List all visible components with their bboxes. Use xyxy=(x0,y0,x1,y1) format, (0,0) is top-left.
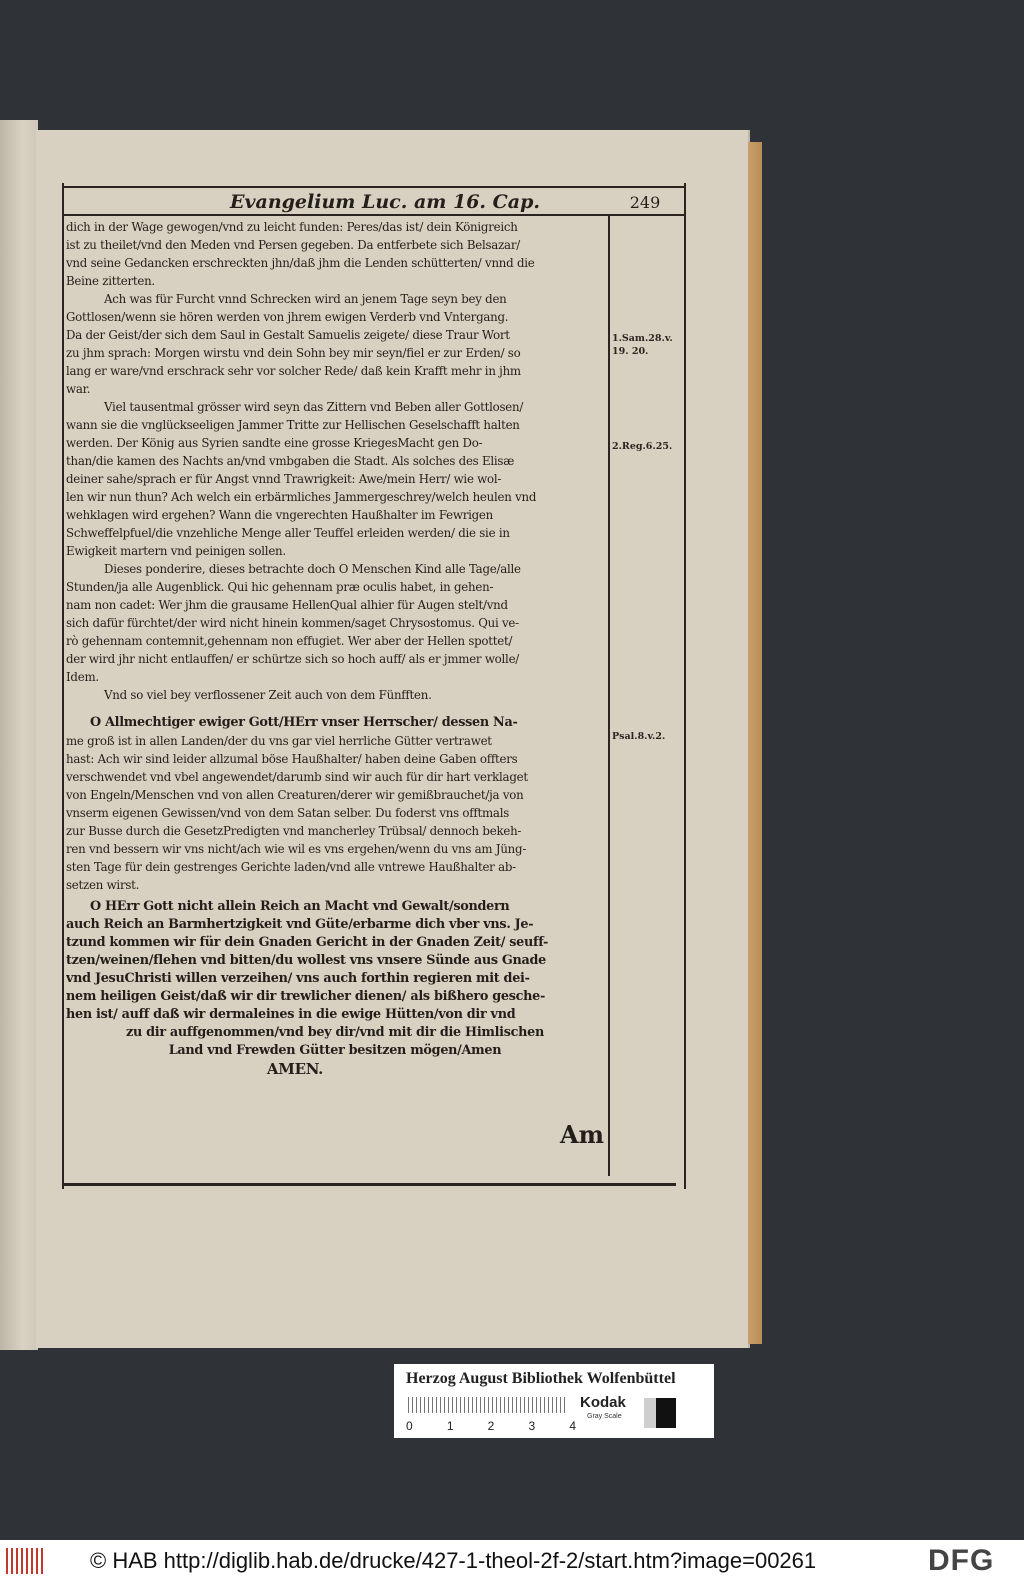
scale-number: 0 xyxy=(406,1419,413,1433)
scale-number: 1 xyxy=(446,1419,454,1433)
body-line: dich in der Wage gewogen/vnd zu leicht funden: Peres/das ist/ dein Königreich xyxy=(66,220,518,234)
body-line: Dieses ponderire, dieses betrachte doch O Menschen Kind alle Tage/alle xyxy=(104,562,521,576)
prayer-line: O Allmechtiger ewiger Gott/HErr vnser Herrscher/ dessen Na- xyxy=(90,715,518,730)
closing-line: auch Reich an Barmhertzigkeit vnd Güte/erbarme dich vber vns. Je- xyxy=(66,917,534,932)
body-line: Stunden/ja alle Augenblick. Qui hic gehennam præ oculis habet, in gehen- xyxy=(66,580,494,594)
prayer-line: vnserm eigenen Gewissen/vnd von dem Satan selber. Du foderst vns offtmals xyxy=(66,806,510,820)
body-line: ist zu theilet/vnd den Meden vnd Persen gegeben. Da entferbete sich Belsazar/ xyxy=(66,238,520,252)
body-line: Da der Geist/der sich dem Saul in Gestalt Samuelis zeigete/ diese Traur Wort xyxy=(66,328,510,342)
colorbar-title: Herzog August Bibliothek Wolfenbüttel xyxy=(406,1370,676,1387)
amen-line: AMEN. xyxy=(266,1060,324,1078)
scale-number: 3 xyxy=(528,1419,536,1433)
body-text xyxy=(66,218,604,1078)
closing-line: tzund kommen wir für dein Gnaden Gericht in der Gnaden Zeit/ seuff- xyxy=(66,935,548,950)
body-line: der wird jhr nicht entlauffen/ er schürtze sich so hoch auff/ als er jmmer wolle/ xyxy=(66,652,520,666)
closing-line: nem heiligen Geist/daß wir dir trewlicher dienen/ als bißhero gesche- xyxy=(66,989,546,1004)
footer-rule xyxy=(62,1183,676,1186)
body-line: rò gehennam contemnit,gehennam non effugiet. Wer aber der Hellen spottet/ xyxy=(66,634,513,648)
left-page-edge xyxy=(0,120,38,1350)
body-line: werden. Der König aus Syrien sandte eine grosse KriegesMacht gen Do- xyxy=(66,436,483,450)
dfg-logo: DFG xyxy=(928,1544,995,1577)
header-rule-top xyxy=(62,186,684,188)
body-line: vnd seine Gedancken erschreckten jhn/daß jhm die Lenden schütterten/ vnnd die xyxy=(66,256,535,270)
hab-barcode-icon xyxy=(6,1548,46,1574)
prayer-line: zur Busse durch die GesetzPredigten vnd mancherley Trübsal/ dennoch bekeh- xyxy=(66,824,522,838)
catchword: Am xyxy=(559,1120,604,1149)
margin-rule xyxy=(608,216,610,1176)
citation-link[interactable]: © HAB http://diglib.hab.de/drucke/427-1-theol-2f-2/start.htm?image=00261 xyxy=(90,1548,817,1573)
body-line: deiner sahe/sprach er für Angst vnnd Trawrigkeit: Awe/mein Herr/ wie wol- xyxy=(66,472,502,486)
prayer-line: verschwendet vnd vbel angewendet/darumb sind wir auch für dir hart verklaget xyxy=(66,770,528,784)
margin-note: 1.Sam.28.v. 19. 20. xyxy=(612,333,673,357)
header-rule xyxy=(62,214,684,216)
prayer-line: ren vnd bessern wir vns nicht/ach wie wil es vns ergehen/wenn du vns am Jüng- xyxy=(66,842,527,856)
scale-numbers xyxy=(406,1418,576,1434)
prayer-line: von Engeln/Menschen vnd von allen Creaturen/derer wir gemißbrauchet/ja von xyxy=(66,788,524,802)
footer-bar xyxy=(0,1540,1024,1582)
scale-number: 2 xyxy=(487,1419,495,1433)
body-line: Viel tausentmal grösser wird seyn das Zittern vnd Beben aller Gottlosen/ xyxy=(104,400,524,414)
body-line: Gottlosen/wenn sie hören werden von jhrem ewigen Verderb vnd Vntergang. xyxy=(66,310,509,324)
closing-line: O HErr Gott nicht allein Reich an Macht vnd Gewalt/sondern xyxy=(90,899,510,914)
running-head: Evangelium Luc. am 16. Cap. xyxy=(230,191,540,213)
body-line: wann sie die vnglückseeligen Jammer Tritte zur Hellischen Geselschafft halten xyxy=(66,418,520,432)
black-swatch xyxy=(656,1398,676,1428)
kodak-subtitle: Gray Scale xyxy=(587,1413,622,1420)
body-line: Ach was für Furcht vnnd Schrecken wird an jenem Tage seyn bey den xyxy=(104,292,507,306)
closing-line: hen ist/ auff daß wir dermaleines in die ewige Hütten/von dir vnd xyxy=(66,1007,516,1022)
body-line: len wir nun thun? Ach welch ein erbärmliches Jammergeschrey/welch heulen vnd xyxy=(66,490,537,504)
margin-note: 2.Reg.6.25. xyxy=(612,441,673,452)
body-line: war. xyxy=(66,382,91,396)
prayer-line: setzen wirst. xyxy=(66,878,140,892)
body-line: sich dafür fürchtet/der wird nicht hinein kommen/saget Chrysostomus. Qui ve- xyxy=(66,616,519,630)
prayer-line: me groß ist in allen Landen/der du vns gar viel herrliche Gütter vertrawet xyxy=(66,734,492,748)
body-line: wehklagen wird ergehen? Wann die vngerechten Haußhalter im Fewrigen xyxy=(66,508,493,522)
body-line: lang er ware/vnd erschrack sehr vor solcher Rede/ daß kein Krafft mehr in jhm xyxy=(66,364,521,378)
page-edge xyxy=(748,142,762,1344)
page-number: 249 xyxy=(629,193,661,212)
body-line: zu jhm sprach: Morgen wirstu vnd dein Sohn bey mir seyn/fiel er zur Erden/ so xyxy=(66,346,521,360)
prayer-line: hast: Ach wir sind leider allzumal böse Haußhalter/ haben deine Gaben offters xyxy=(66,752,518,766)
color-bar xyxy=(394,1364,714,1438)
body-line: Idem. xyxy=(66,670,99,684)
kodak-brand: Kodak xyxy=(580,1394,626,1411)
ruler-scale xyxy=(408,1397,566,1413)
closing-line: zu dir auffgenommen/vnd bey dir/vnd mit dir die Himlischen xyxy=(125,1025,544,1040)
body-line: nam non cadet: Wer jhm die grausame HellenQual alhier für Augen stelt/vnd xyxy=(66,598,508,612)
closing-line: Land vnd Frewden Gütter besitzen mögen/Amen xyxy=(168,1043,502,1058)
body-line: Vnd so viel bey verflossener Zeit auch von dem Fünfften. xyxy=(104,688,432,702)
prayer-line: sten Tage für dein gestrenges Gerichte laden/vnd alle vntrewe Haußhalter ab- xyxy=(66,860,516,874)
scale-number: 4 xyxy=(569,1419,576,1433)
margin-note: Psal.8.v.2. xyxy=(612,731,666,742)
closing-line: vnd JesuChristi willen verzeihen/ vns auch forthin regieren mit dei- xyxy=(66,971,530,986)
body-line: Ewigkeit martern vnd peinigen sollen. xyxy=(66,544,286,558)
body-line: Beine zitterten. xyxy=(66,274,155,288)
body-line: Schweffelpfuel/die vnzehliche Menge aller Teuffel erleiden werden/ die sie in xyxy=(66,526,510,540)
body-line: than/die kamen des Nachts an/vnd vmbgaben die Stadt. Als solches des Elisæ xyxy=(66,454,515,468)
closing-line: tzen/weinen/flehen vnd bitten/du wollest vns vnsere Sünde aus Gnade xyxy=(66,953,547,968)
